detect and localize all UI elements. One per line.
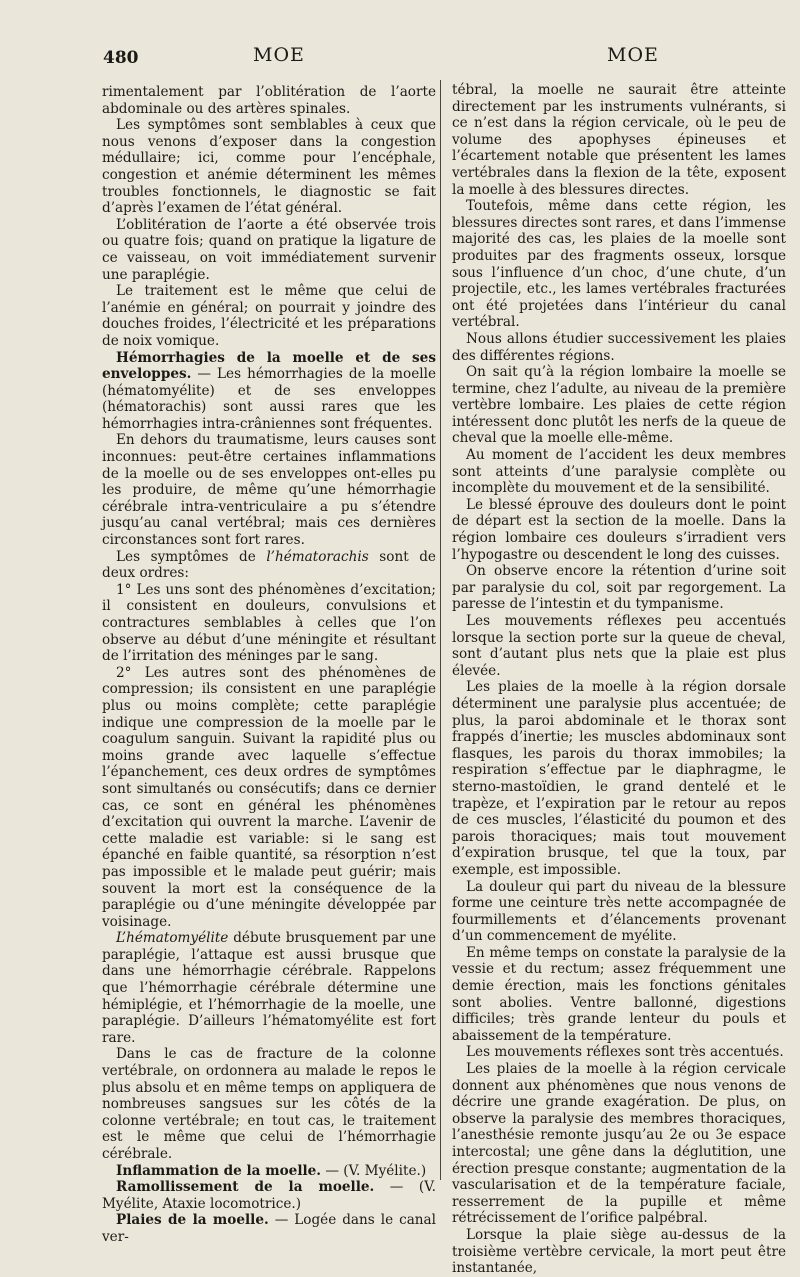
paragraph [102, 432, 436, 548]
paragraph-text: La douleur qui part du niveau de la blessure forme une ceinture très nette accompagnée de fourmillements et d’élancements provenant d’un commencement de myélite. [452, 878, 786, 945]
paragraph-text: En dehors du traumatisme, leurs causes sont inconnues: peut-être certaines inflammations de la moelle ou de ses enveloppes ont-elles pu les produire, de même qu’une hémorrhagie cérébrale intra-ventriculaire a pu s’étendre jusqu’au canal vertébral; mais ces dernières circonstances sont fort rares. [102, 432, 436, 549]
paragraph [452, 563, 786, 613]
paragraph-text: 1° Les uns sont des phénomènes d’excitation; il consistent en douleurs, convulsions et contractures semblables à celles que l’on observe au début d’une méningite et résultant de l’irritation des méninges par le sang. [102, 581, 436, 665]
right-column [452, 82, 786, 1277]
paragraph-text: Les mouvements réflexes sont très accentués. [466, 1044, 784, 1061]
section-heading: Plaies de la moelle. [116, 1212, 269, 1229]
column-rule [440, 80, 441, 1180]
running-header [0, 40, 800, 80]
paragraph [452, 613, 786, 679]
paragraph-text: On sait qu’à la région lombaire la moelle se termine, chez l’adulte, au niveau de la première vertèbre lombaire. Les plaies de cette région intéressent donc plutôt les nerfs de la queue de cheval que la moelle elle-même. [452, 364, 786, 447]
paragraph-text: débute brusquement par une paraplégie, l’attaque est aussi brusque que dans une hémorrhagie cérébrale. Rappelons que l’hémorrhagie cérébrale détermine une hémiplégie, et l’hémorrhagie de la moelle, une paraplégie. D’ailleurs l’hématomyélite est fort rare. [102, 930, 436, 1046]
paragraph-text: — Les hémorrhagies de la moelle (hématomyélite) et de ses enveloppes (hématorachis) sont aussi rares que les hémorrhagies intra-crâniennes sont fréquentes. [102, 366, 436, 432]
header-title-left: MOE [253, 44, 305, 66]
paragraph [452, 679, 786, 878]
paragraph-text: On observe encore la rétention d’urine soit par paralysie du col, soit par regorgement. La paresse de l’intestin et du tympanisme. [452, 563, 786, 613]
paragraph [102, 1163, 436, 1180]
paragraph [102, 665, 436, 931]
paragraph [452, 497, 786, 563]
paragraph [102, 217, 436, 283]
paragraph [102, 350, 436, 433]
paragraph [452, 82, 786, 198]
paragraph-text: Dans le cas de fracture de la colonne vertébrale, on ordonnera au malade le repos le plus absolu et en même temps on appliquera de nombreuses sangsues sur les côtés de la colonne vertébrale; en tout cas, le traitement est le même que celui de l’hémorrhagie cérébrale. [102, 1046, 436, 1162]
left-column [102, 84, 436, 1246]
paragraph [102, 582, 436, 665]
paragraph-text: 2° Les autres sont des phénomènes de compression; ils consistent en une paraplégie plus ou moins complète; cette paraplégie indique une compression de la moelle par le coagulum sanguin. Suivant la rapidité plus ou moins grande avec laquelle s’effectue l’épanchement, ces deux ordres de symptômes sont simultanés ou consécutifs; dans ce dernier cas, ce sont en général les phénomènes d’excitation qui ouvrent la marche. L’avenir de cette maladie est variable: si le sang est épanché en faible quantité, sa résorption n’est pas impossible et le malade peut guérir; mais souvent la mort est la conséquence de la paraplégie ou d’une méningite développée par voisinage. [102, 664, 436, 930]
paragraph-text: Au moment de l’accident les deux membres sont atteints d’une paralysie complète ou incomplète du mouvement et de la sensibilité. [452, 447, 786, 497]
paragraph [452, 1227, 786, 1277]
paragraph-text: En même temps on constate la paralysie de la vessie et du rectum; assez fréquemment une demie érection, mais les fonctions génitales sont abolies. Ventre ballonné, digestions difficiles; très grande lenteur du pouls et abaissement de la température. [452, 944, 786, 1044]
paragraph [452, 364, 786, 447]
paragraph-text: Les plaies de la moelle à la région cervicale donnent aux phénomènes que nous venons de décrire une grande exagération. De plus, on observe la paralysie des membres thoraciques, l’anesthésie remonte jusqu’au 2e ou 3e espace intercostal; une gêne dans la déglutition, une érection presque constante; augmentation de la vascularisation et de la température faciale, resserrement de la pupille et même rétrécissement de l’orifice palpébral. [452, 1061, 786, 1227]
paragraph [102, 1212, 436, 1245]
paragraph-text: sont de deux ordres: [102, 548, 436, 582]
paragraph [452, 1061, 786, 1227]
paragraph-text: rimentalement par l’oblitération de l’aorte abdominale ou des artères spinales. [102, 84, 436, 117]
paragraph [102, 1046, 436, 1162]
paragraph-text: — Logée dans le canal ver- [102, 1212, 437, 1245]
paragraph [452, 879, 786, 945]
header-title-right: MOE [607, 44, 659, 66]
section-heading: Ramollissement de la moelle. [116, 1179, 375, 1196]
paragraph-text: L’oblitération de l’aorte a été observée trois ou quatre fois; quand on pratique la ligature de ce vaisseau, on voit immédiatement survenir une paraplégie. [102, 216, 436, 283]
section-heading: Inflammation de la moelle. [116, 1162, 322, 1179]
paragraph [102, 1179, 436, 1212]
paragraph-text: Nous allons étudier successivement les plaies des différentes régions. [452, 330, 786, 364]
italic-term: l’hématorachis [266, 548, 369, 565]
page-number: 480 [103, 48, 139, 68]
paragraph [452, 447, 786, 497]
paragraph-text: Le blessé éprouve des douleurs dont le point de départ est la section de la moelle. Dans la région lombaire ces douleurs s’irradient vers l’hypogastre ou descendent le long des cuisses. [452, 496, 786, 563]
paragraph [452, 198, 786, 331]
paragraph [102, 930, 436, 1046]
paragraph [452, 331, 786, 364]
paragraph-text: Toutefois, même dans cette région, les blessures directes sont rares, et dans l’immense majorité des cas, les plaies de la moelle sont produites par des fragments osseux, lorsque sous l’influence d’un choc, d’une chute, d’un projectile, etc., les lames vertébrales fracturées ont été projetées dans l’intérieur du canal vertébral. [452, 198, 786, 331]
paragraph [102, 549, 436, 582]
paragraph-text: Les plaies de la moelle à la région dorsale déterminent une paralysie plus accentuée; de plus, la paroi abdominale et le thorax sont frappés d’inertie; les muscles abdominaux sont flasques, les parois du thorax immobiles; la respiration s’effectue par le diaphragme, le sterno-mastoïdien, le grand dentelé et le trapèze, et l’expiration par le retour au repos de ces muscles, l’élasticité du poumon et des parois thoraciques; mais tout mouvement d’expiration brusque, tel que la toux, par exemple, est impossible. [452, 679, 786, 878]
paragraph [102, 84, 436, 117]
paragraph-text: — (V. Myélite.) [321, 1162, 427, 1179]
paragraph-text: tébral, la moelle ne saurait être atteinte directement par les instruments vulnérants, si ce n’est dans la région cervicale, où le peu de volume des apophyses épineuses et l’écartement notable que présentent les lames vertébrales dans la flexion de la tête, exposent la moelle à des blessures directes. [452, 82, 786, 198]
section-heading: Hémorrhagies de la moelle et de ses enveloppes. [102, 349, 436, 383]
paragraph [102, 117, 436, 217]
paragraph-text: Les symptômes sont semblables à ceux que nous venons d’exposer dans la congestion médullaire; ici, comme pour l’encéphale, congestion et anémie déterminent les mêmes troubles fonctionnels, le diagnostic se fait d’après l’examen de l’état général. [102, 117, 436, 217]
paragraph-lead: Les symptômes de [116, 548, 267, 565]
italic-term: L’hématomyélite [116, 930, 229, 947]
paragraph-text: Lorsque la plaie siège au-dessus de la troisième vertèbre cervicale, la mort peut être instantanée, [452, 1226, 786, 1277]
paragraph-text: Le traitement est le même que celui de l’anémie en général; on pourrait y joindre des douches froides, l’électricité et les préparations de noix vomique. [102, 283, 436, 349]
paragraph [452, 945, 786, 1045]
paragraph [102, 283, 436, 349]
paragraph-text: Les mouvements réflexes peu accentués lorsque la section porte sur la queue de cheval, sont d’autant plus nets que la plaie est plus élevée. [452, 613, 786, 679]
paragraph-text: — (V. Myélite, Ataxie locomotrice.) [102, 1179, 436, 1212]
paragraph [452, 1044, 786, 1061]
